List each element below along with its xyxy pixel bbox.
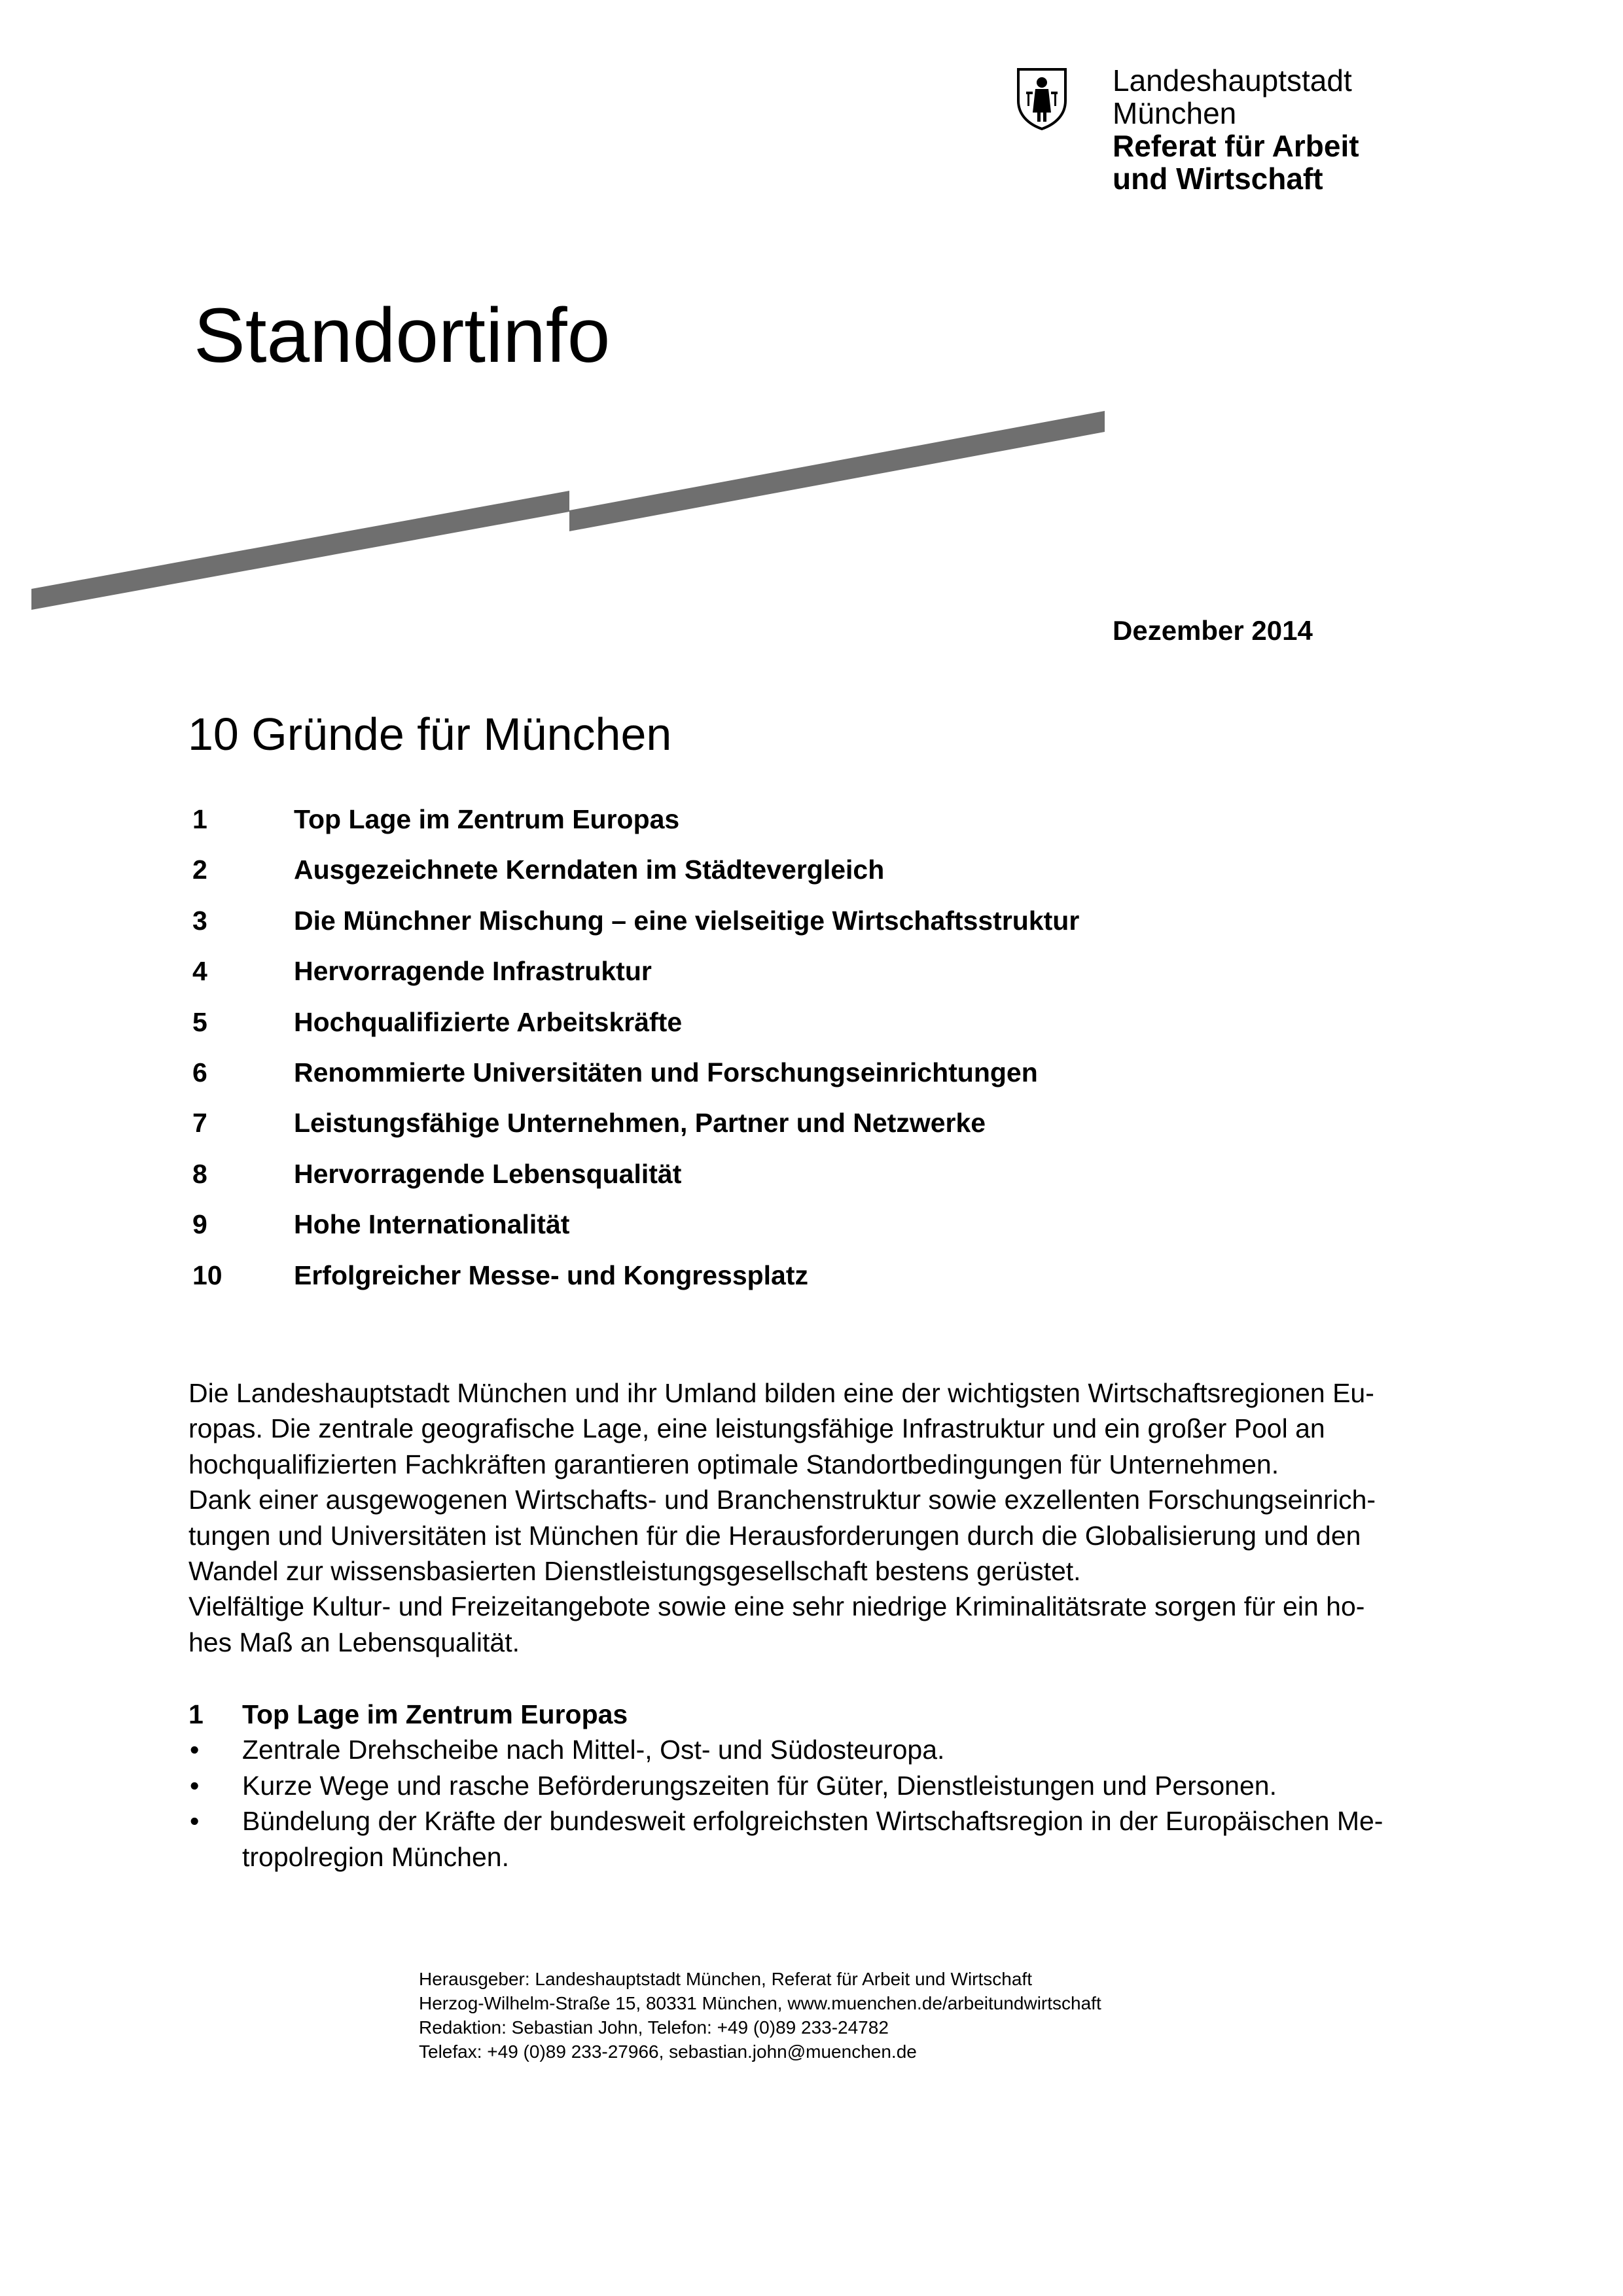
reason-text: Erfolgreicher Messe- und Kongressplatz <box>294 1260 809 1290</box>
footer-line: Herausgeber: Landeshauptstadt München, Referat für Arbeit und Wirtschaft <box>419 1969 1032 1989</box>
org-name-line-1: Landeshauptstadt <box>1113 63 1352 97</box>
reason-text: Hochqualifizierte Arbeitskräfte <box>294 1006 683 1037</box>
section-heading: 10 Gründe für München <box>188 709 672 760</box>
reasons-list <box>192 802 1436 1309</box>
intro-line: hes Maß an Lebensqualität. <box>188 1627 520 1657</box>
intro-line: ropas. Die zentrale geografische Lage, eine leistungsfähige Infrastruktur und ein großer Pool an <box>188 1413 1325 1444</box>
bullet-text: Bündelung der Kräfte der bundesweit erfolgreichsten Wirtschaftsregion in der Europäischen Me- tropolregion München. <box>242 1806 1383 1872</box>
bullet-item <box>188 1803 1432 1875</box>
bullet-icon: • <box>190 1806 200 1837</box>
reason-item <box>192 1055 1436 1106</box>
header-organization <box>1113 64 1359 195</box>
bullet-item <box>188 1768 1432 1803</box>
org-name-line-2: München <box>1113 96 1237 130</box>
reason-number: 8 <box>192 1158 207 1189</box>
publication-date: Dezember 2014 <box>1113 615 1313 646</box>
reason-text: Die Münchner Mischung – eine vielseitige Wirtschaftsstruktur <box>294 905 1080 936</box>
publication-title: Standortinfo <box>194 292 611 379</box>
reason-text: Ausgezeichnete Kerndaten im Städtevergleich <box>294 855 885 885</box>
reason-item <box>192 1258 1436 1309</box>
reason-item <box>192 904 1436 954</box>
intro-paragraph <box>188 1375 1419 1660</box>
reason-number: 3 <box>192 905 207 936</box>
bullet-icon: • <box>190 1770 200 1801</box>
bullet-text: Zentrale Drehscheibe nach Mittel-, Ost- und Südosteuropa. <box>242 1735 945 1765</box>
swoosh-stripe-right <box>569 411 1105 531</box>
reason-number: 7 <box>192 1108 207 1139</box>
reason-item <box>192 1207 1436 1258</box>
department-line-2: und Wirtschaft <box>1113 162 1323 196</box>
intro-line: tungen und Universitäten ist München für die Herausforderungen durch die Globalisierung und den <box>188 1520 1361 1551</box>
reason-item <box>192 954 1436 1004</box>
intro-line: Dank einer ausgewogenen Wirtschafts- und Branchenstruktur sowie exzellenten Forschungseinrich- <box>188 1485 1376 1515</box>
bullet-item <box>188 1732 1432 1767</box>
reason-item <box>192 1157 1436 1207</box>
department-line-1: Referat für Arbeit <box>1113 129 1359 163</box>
reason-item <box>192 1005 1436 1055</box>
reason-text: Hohe Internationalität <box>294 1209 570 1240</box>
decorative-swoosh <box>0 393 1126 628</box>
detail-title: Top Lage im Zentrum Europas <box>242 1699 628 1729</box>
detail-section <box>188 1697 1432 1875</box>
reason-number: 10 <box>192 1260 223 1290</box>
reason-number: 2 <box>192 855 207 885</box>
footer-imprint <box>419 1967 1101 2064</box>
bullet-icon: • <box>190 1735 200 1765</box>
munich-coat-of-arms-icon <box>1016 67 1068 131</box>
reason-item <box>192 1106 1436 1156</box>
reason-item <box>192 802 1436 853</box>
detail-heading <box>188 1697 1432 1732</box>
intro-line: Wandel zur wissensbasierten Dienstleistungsgesellschaft bestens gerüstet. <box>188 1556 1081 1587</box>
swoosh-stripe-left <box>31 491 569 610</box>
reason-text: Hervorragende Infrastruktur <box>294 956 652 987</box>
reason-number: 6 <box>192 1057 207 1087</box>
reason-text: Top Lage im Zentrum Europas <box>294 804 680 834</box>
bullet-text: Kurze Wege und rasche Beförderungszeiten für Güter, Dienstleistungen und Personen. <box>242 1770 1277 1801</box>
intro-line: hochqualifizierten Fachkräften garantieren optimale Standortbedingungen für Unternehmen. <box>188 1449 1279 1479</box>
reason-number: 5 <box>192 1006 207 1037</box>
footer-line: Redaktion: Sebastian John, Telefon: +49 (0)89 233-24782 <box>419 2017 889 2038</box>
reason-text: Hervorragende Lebensqualität <box>294 1158 682 1189</box>
intro-line: Vielfältige Kultur- und Freizeitangebote sowie eine sehr niedrige Kriminalitätsrate sorgen für ein ho- <box>188 1591 1365 1622</box>
reason-text: Renommierte Universitäten und Forschungseinrichtungen <box>294 1057 1038 1087</box>
detail-number: 1 <box>188 1699 204 1729</box>
reason-text: Leistungsfähige Unternehmen, Partner und Netzwerke <box>294 1108 986 1139</box>
footer-line: Herzog-Wilhelm-Straße 15, 80331 München, www.muenchen.de/arbeitundwirtschaft <box>419 1993 1101 2013</box>
reason-number: 9 <box>192 1209 207 1240</box>
reason-number: 1 <box>192 804 207 834</box>
intro-line: Die Landeshauptstadt München und ihr Umland bilden eine der wichtigsten Wirtschaftsregionen Eu- <box>188 1378 1374 1408</box>
reason-item <box>192 853 1436 903</box>
footer-line: Telefax: +49 (0)89 233-27966, sebastian.john@muenchen.de <box>419 2041 917 2062</box>
reason-number: 4 <box>192 956 207 987</box>
